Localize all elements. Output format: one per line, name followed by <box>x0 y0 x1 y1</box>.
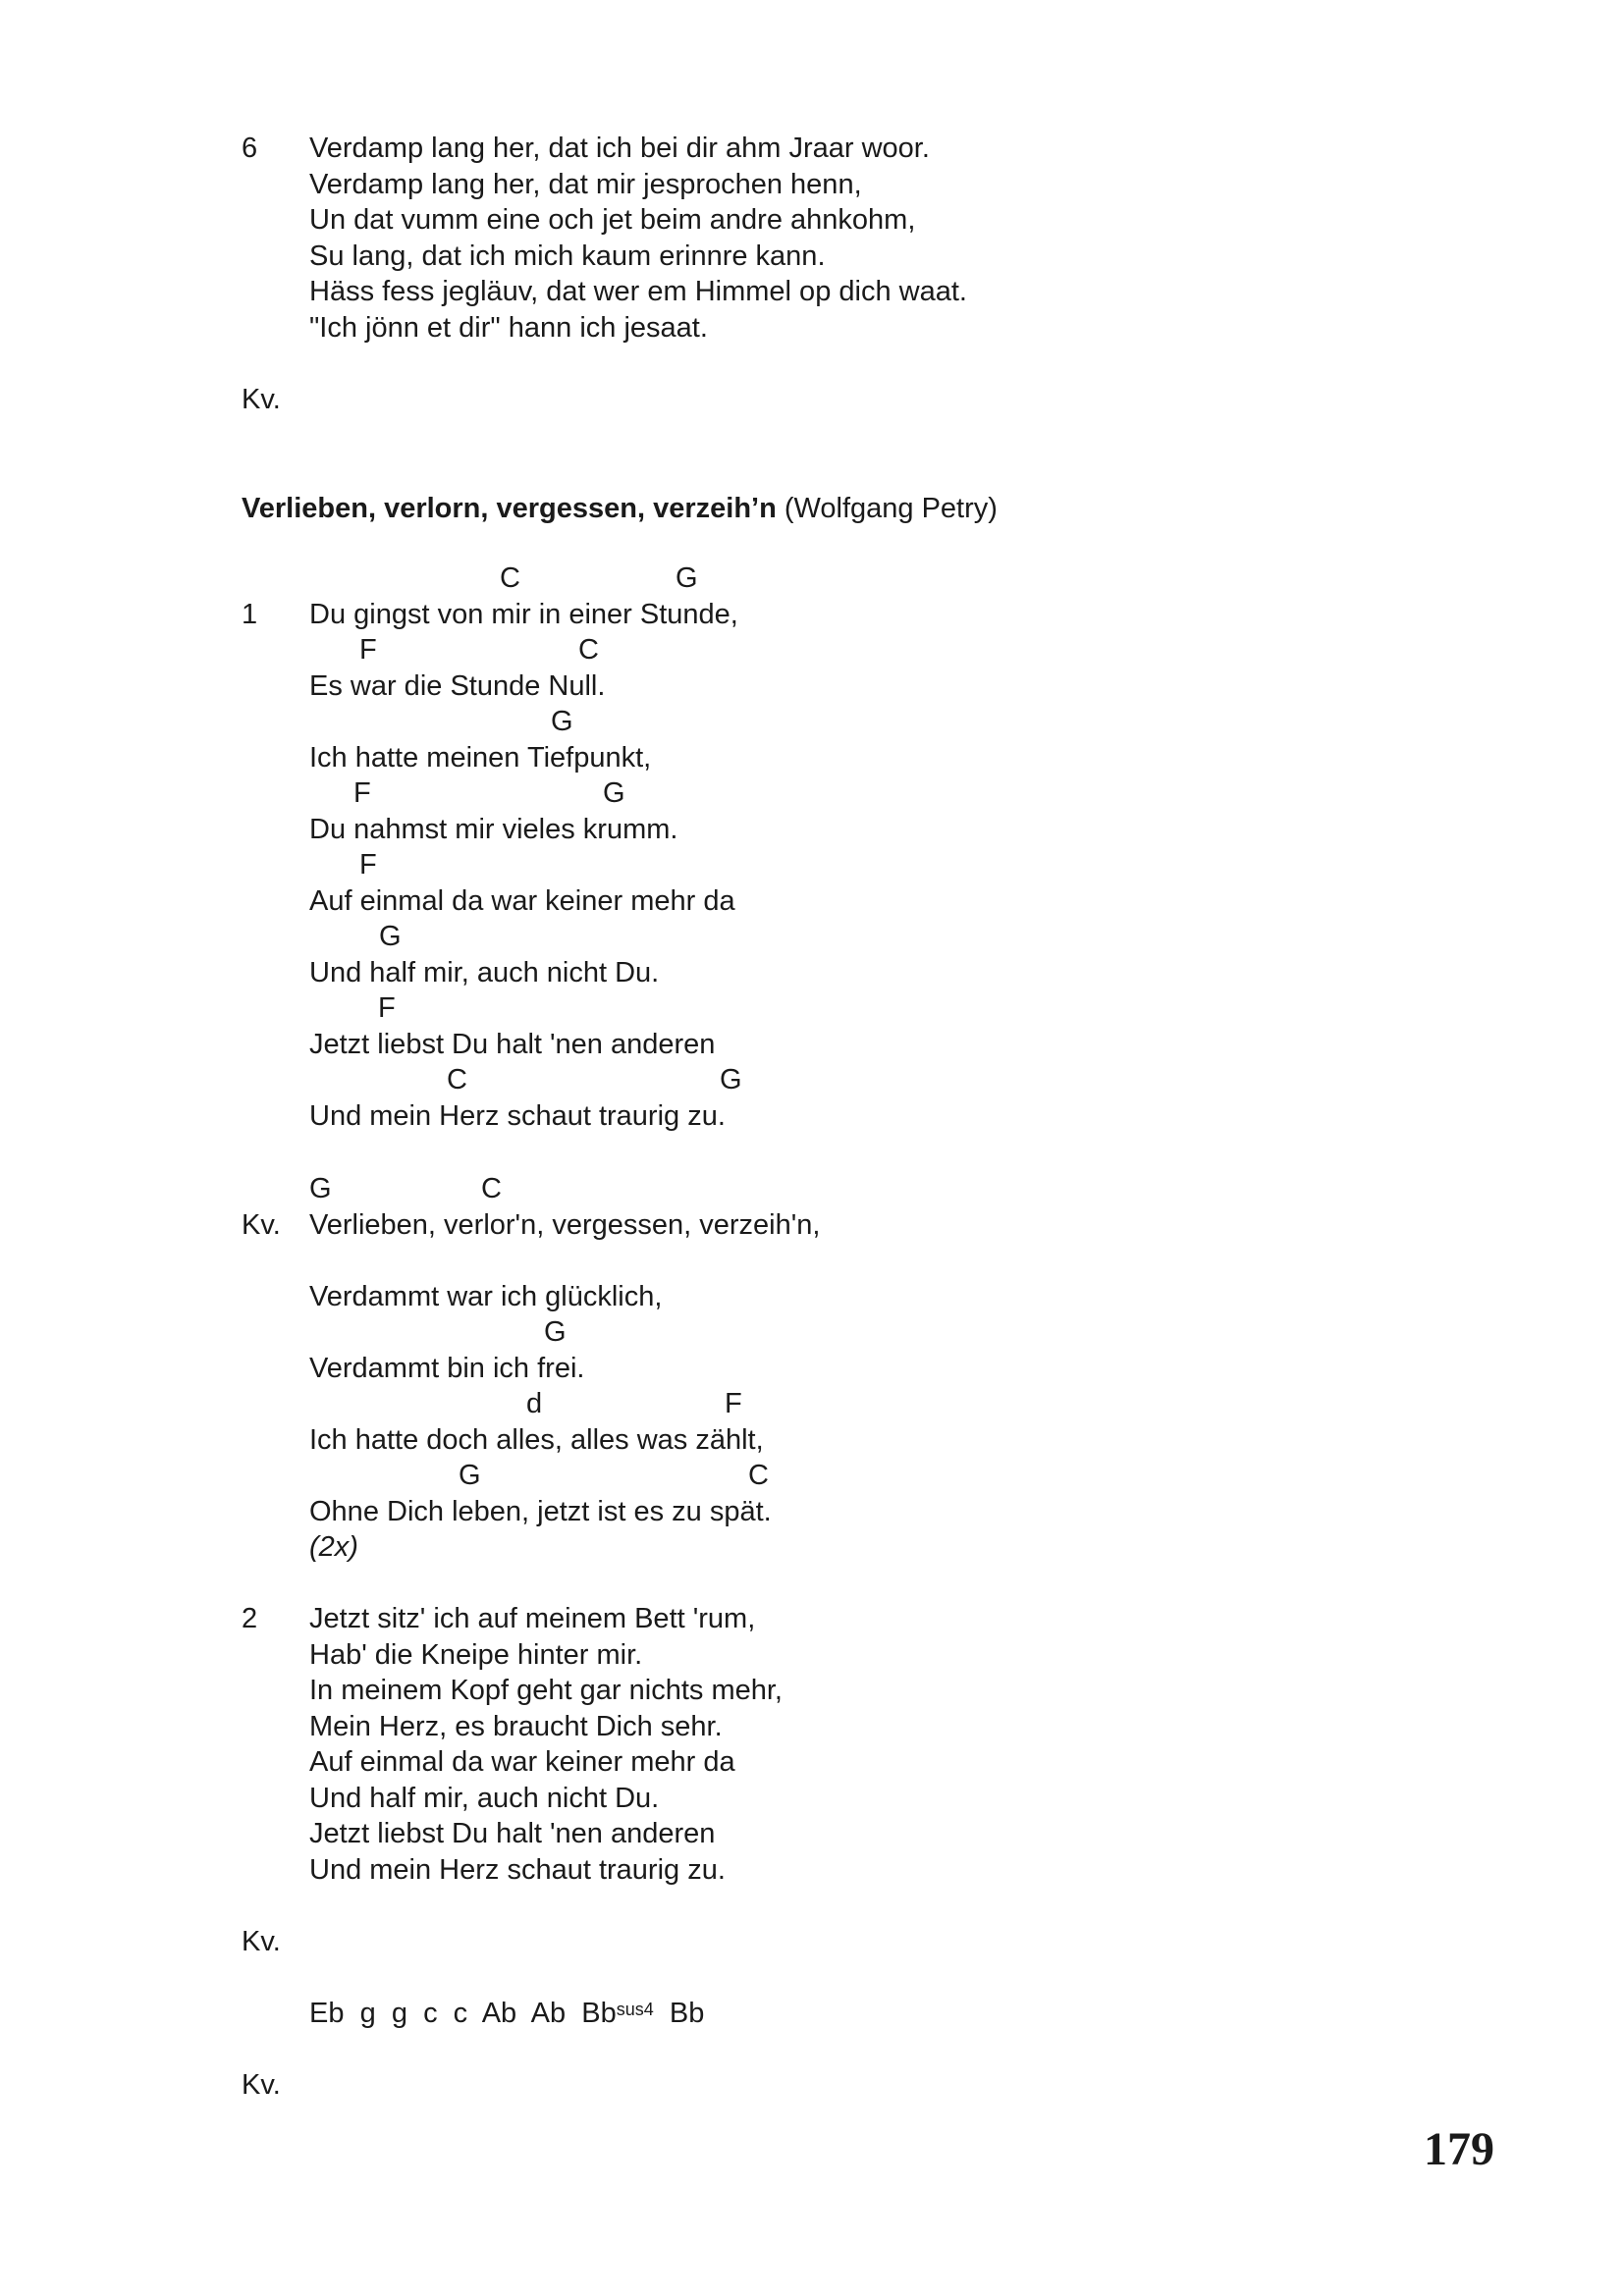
song-title <box>242 491 998 527</box>
lyric-line: Verdamp lang her, dat ich bei dir ahm Jraar woor. <box>309 133 930 164</box>
interlude-chord-sequence: Eb g g c c Ab Ab Bb <box>309 1998 617 2029</box>
lyric-line: Und mein Herz schaut traurig zu. <box>309 1100 726 1132</box>
lyric-line: Du nahmst mir vieles krumm. <box>309 814 678 845</box>
lyric-line: Häss fess jegläuv, dat wer em Himmel op dich waat. <box>309 276 967 307</box>
lyric-line: Und half mir, auch nicht Du. <box>309 1783 660 1814</box>
lyric-line: Und half mir, auch nicht Du. <box>309 957 660 988</box>
lyric-line: In meinem Kopf geht gar nichts mehr, <box>309 1675 783 1706</box>
lyric-line: Jetzt sitz' ich auf meinem Bett 'rum, <box>309 1603 756 1634</box>
lyric-line: Hab' die Kneipe hinter mir. <box>309 1639 643 1671</box>
song-title-text: Verlieben, verlorn, vergessen, verzeih’n <box>242 493 777 524</box>
lyric-line: Ich hatte doch alles, alles was zählt, <box>309 1424 764 1456</box>
chord: d <box>526 1388 543 1419</box>
refrain-reference: Kv. <box>242 1926 281 1957</box>
lyric-line: Jetzt liebst Du halt 'nen anderen <box>309 1818 716 1849</box>
lyric-line: "Ich jönn et dir" hann ich jesaat. <box>309 312 708 344</box>
chord: G <box>379 921 402 952</box>
lyric-line: Auf einmal da war keiner mehr da <box>309 885 735 917</box>
song-artist: (Wolfgang Petry) <box>784 493 998 524</box>
verse-number: 1 <box>242 599 258 630</box>
lyric-line: Auf einmal da war keiner mehr da <box>309 1746 735 1778</box>
chord: G <box>603 777 625 809</box>
refrain-reference: Kv. <box>242 384 281 415</box>
lyric-line: Verlieben, verlor'n, vergessen, verzeih'n, <box>309 1209 821 1241</box>
lyric-line: Su lang, dat ich mich kaum erinnre kann. <box>309 240 826 272</box>
chord: F <box>725 1388 742 1419</box>
chord: C <box>481 1173 502 1204</box>
verse-number: 6 <box>242 133 258 164</box>
lyric-line: Ohne Dich leben, jetzt ist es zu spät. <box>309 1496 772 1527</box>
chord: F <box>359 849 377 881</box>
lyric-line: Verdamp lang her, dat mir jesprochen henn, <box>309 169 862 200</box>
interlude-last-chord: Bb <box>669 1998 705 2029</box>
chord: F <box>353 777 371 809</box>
refrain-reference: Kv. <box>242 2069 281 2101</box>
refrain-label: Kv. <box>242 1209 281 1241</box>
chord: F <box>359 634 377 666</box>
chord: G <box>544 1316 567 1348</box>
lyric-line: Un dat vumm eine och jet beim andre ahnkohm, <box>309 204 916 236</box>
lyric-line: Mein Herz, es braucht Dich sehr. <box>309 1711 723 1742</box>
chord: C <box>748 1460 769 1491</box>
chord: F <box>378 992 396 1024</box>
chord-suffix: sus4 <box>616 2000 654 2019</box>
lyric-line: Jetzt liebst Du halt 'nen anderen <box>309 1029 716 1060</box>
page-number: 179 <box>1424 2123 1494 2175</box>
chord: C <box>447 1064 467 1095</box>
chord: G <box>309 1173 332 1204</box>
chord: C <box>578 634 599 666</box>
lyric-line: Und mein Herz schaut traurig zu. <box>309 1854 726 1886</box>
chord: G <box>720 1064 742 1095</box>
lyric-line: Ich hatte meinen Tiefpunkt, <box>309 742 652 774</box>
lyric-line: Verdammt bin ich frei. <box>309 1353 585 1384</box>
chord: C <box>500 562 520 594</box>
chord: G <box>676 562 698 594</box>
verse-number: 2 <box>242 1603 258 1634</box>
lyric-line: Du gingst von mir in einer Stunde, <box>309 599 738 630</box>
chord: G <box>551 706 573 737</box>
lyric-line: Es war die Stunde Null. <box>309 670 606 702</box>
interlude-chords <box>309 1996 704 2032</box>
repeat-marker: (2x) <box>309 1531 358 1563</box>
chord: G <box>459 1460 481 1491</box>
lyric-line: Verdammt war ich glücklich, <box>309 1281 663 1312</box>
